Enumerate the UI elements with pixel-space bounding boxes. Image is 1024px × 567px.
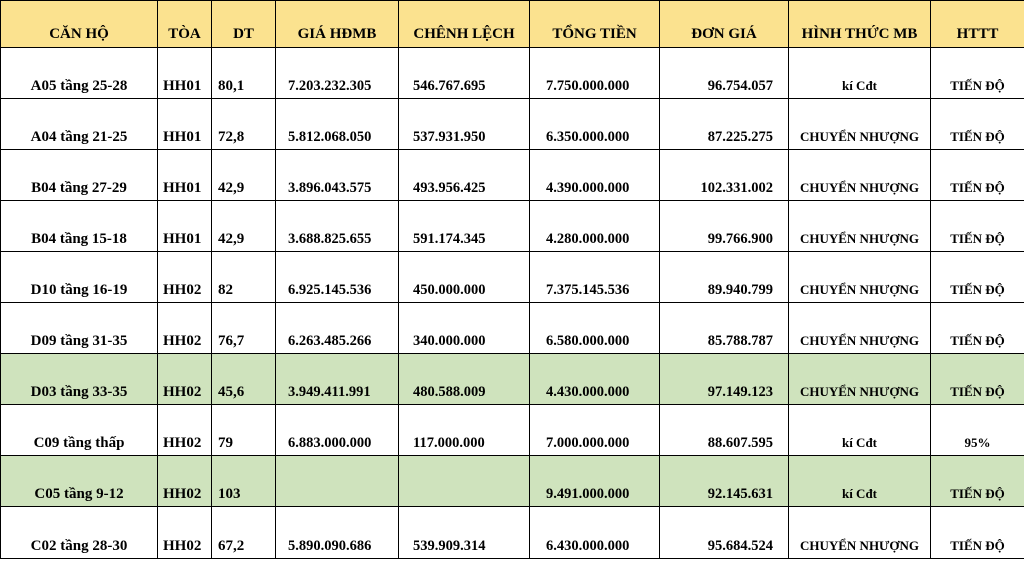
cell-httt: TIẾN ĐỘ	[931, 507, 1024, 559]
header-dt: DT	[212, 1, 276, 48]
table-row	[1, 99, 1024, 150]
cell-dt: 79	[212, 405, 276, 456]
cell-gia-hdmb: 5.890.090.686	[276, 507, 399, 559]
cell-chenh-lech	[399, 456, 530, 507]
table-row	[1, 201, 1024, 252]
cell-chenh-lech: 591.174.345	[399, 201, 530, 252]
cell-chenh-lech: 493.956.425	[399, 150, 530, 201]
cell-gia-hdmb: 6.263.485.266	[276, 303, 399, 354]
cell-httt: TIẾN ĐỘ	[931, 252, 1024, 303]
header-don-gia: ĐƠN GIÁ	[660, 1, 789, 48]
cell-tong-tien: 6.580.000.000	[530, 303, 660, 354]
cell-httt: TIẾN ĐỘ	[931, 456, 1024, 507]
cell-chenh-lech: 450.000.000	[399, 252, 530, 303]
cell-don-gia: 89.940.799	[660, 252, 789, 303]
cell-tong-tien: 4.430.000.000	[530, 354, 660, 405]
cell-tong-tien: 9.491.000.000	[530, 456, 660, 507]
cell-dt: 76,7	[212, 303, 276, 354]
cell-don-gia: 85.788.787	[660, 303, 789, 354]
cell-tong-tien: 6.430.000.000	[530, 507, 660, 559]
header-row	[1, 1, 1024, 48]
cell-tong-tien: 7.375.145.536	[530, 252, 660, 303]
cell-can-ho: D09 tầng 31-35	[1, 303, 158, 354]
cell-tong-tien: 7.000.000.000	[530, 405, 660, 456]
cell-don-gia: 92.145.631	[660, 456, 789, 507]
cell-hinh-thuc-mb: CHUYỂN NHƯỢNG	[789, 507, 931, 559]
cell-dt: 67,2	[212, 507, 276, 559]
cell-toa: HH01	[158, 201, 212, 252]
cell-httt: 95%	[931, 405, 1024, 456]
cell-don-gia: 99.766.900	[660, 201, 789, 252]
cell-hinh-thuc-mb: CHUYỂN NHƯỢNG	[789, 252, 931, 303]
cell-gia-hdmb: 3.688.825.655	[276, 201, 399, 252]
cell-don-gia: 97.149.123	[660, 354, 789, 405]
cell-gia-hdmb: 3.896.043.575	[276, 150, 399, 201]
cell-can-ho: A05 tầng 25-28	[1, 48, 158, 99]
cell-don-gia: 95.684.524	[660, 507, 789, 559]
cell-tong-tien: 4.390.000.000	[530, 150, 660, 201]
cell-don-gia: 87.225.275	[660, 99, 789, 150]
table-row	[1, 303, 1024, 354]
table-row	[1, 48, 1024, 99]
header-can-ho: CĂN HỘ	[1, 1, 158, 48]
cell-httt: TIẾN ĐỘ	[931, 150, 1024, 201]
table-row	[1, 405, 1024, 456]
cell-dt: 72,8	[212, 99, 276, 150]
cell-can-ho: C02 tầng 28-30	[1, 507, 158, 559]
cell-hinh-thuc-mb: kí Cđt	[789, 456, 931, 507]
cell-chenh-lech: 537.931.950	[399, 99, 530, 150]
cell-can-ho: D03 tầng 33-35	[1, 354, 158, 405]
cell-tong-tien: 7.750.000.000	[530, 48, 660, 99]
cell-can-ho: B04 tầng 15-18	[1, 201, 158, 252]
cell-can-ho: C05 tầng 9-12	[1, 456, 158, 507]
cell-don-gia: 88.607.595	[660, 405, 789, 456]
table-row	[1, 252, 1024, 303]
table-row	[1, 507, 1024, 559]
cell-toa: HH01	[158, 99, 212, 150]
table-row	[1, 354, 1024, 405]
cell-httt: TIẾN ĐỘ	[931, 48, 1024, 99]
cell-tong-tien: 6.350.000.000	[530, 99, 660, 150]
cell-toa: HH02	[158, 303, 212, 354]
cell-toa: HH02	[158, 252, 212, 303]
cell-httt: TIẾN ĐỘ	[931, 303, 1024, 354]
cell-can-ho: C09 tầng thấp	[1, 405, 158, 456]
table-row	[1, 150, 1024, 201]
header-gia-hdmb: GIÁ HĐMB	[276, 1, 399, 48]
cell-toa: HH02	[158, 354, 212, 405]
cell-toa: HH02	[158, 456, 212, 507]
cell-chenh-lech: 340.000.000	[399, 303, 530, 354]
cell-httt: TIẾN ĐỘ	[931, 354, 1024, 405]
header-tong-tien: TỔNG TIỀN	[530, 1, 660, 48]
cell-tong-tien: 4.280.000.000	[530, 201, 660, 252]
cell-chenh-lech: 480.588.009	[399, 354, 530, 405]
cell-hinh-thuc-mb: kí Cđt	[789, 405, 931, 456]
cell-gia-hdmb: 6.883.000.000	[276, 405, 399, 456]
cell-gia-hdmb: 5.812.068.050	[276, 99, 399, 150]
header-hinh-thuc-mb: HÌNH THỨC MB	[789, 1, 931, 48]
cell-hinh-thuc-mb: CHUYỂN NHƯỢNG	[789, 150, 931, 201]
cell-hinh-thuc-mb: kí Cđt	[789, 48, 931, 99]
cell-gia-hdmb	[276, 456, 399, 507]
table-body	[1, 48, 1024, 559]
cell-dt: 42,9	[212, 201, 276, 252]
cell-toa: HH01	[158, 48, 212, 99]
table-row	[1, 456, 1024, 507]
cell-dt: 45,6	[212, 354, 276, 405]
cell-dt: 80,1	[212, 48, 276, 99]
cell-dt: 82	[212, 252, 276, 303]
cell-gia-hdmb: 6.925.145.536	[276, 252, 399, 303]
cell-chenh-lech: 117.000.000	[399, 405, 530, 456]
cell-can-ho: A04 tầng 21-25	[1, 99, 158, 150]
cell-dt: 103	[212, 456, 276, 507]
cell-hinh-thuc-mb: CHUYỂN NHƯỢNG	[789, 354, 931, 405]
cell-toa: HH02	[158, 507, 212, 559]
cell-httt: TIẾN ĐỘ	[931, 99, 1024, 150]
cell-hinh-thuc-mb: CHUYỂN NHƯỢNG	[789, 303, 931, 354]
header-toa: TÒA	[158, 1, 212, 48]
cell-chenh-lech: 539.909.314	[399, 507, 530, 559]
cell-chenh-lech: 546.767.695	[399, 48, 530, 99]
cell-gia-hdmb: 7.203.232.305	[276, 48, 399, 99]
cell-can-ho: D10 tầng 16-19	[1, 252, 158, 303]
cell-gia-hdmb: 3.949.411.991	[276, 354, 399, 405]
cell-hinh-thuc-mb: CHUYỂN NHƯỢNG	[789, 99, 931, 150]
cell-httt: TIẾN ĐỘ	[931, 201, 1024, 252]
header-chenh-lech: CHÊNH LỆCH	[399, 1, 530, 48]
cell-don-gia: 96.754.057	[660, 48, 789, 99]
cell-can-ho: B04 tầng 27-29	[1, 150, 158, 201]
cell-don-gia: 102.331.002	[660, 150, 789, 201]
cell-hinh-thuc-mb: CHUYỂN NHƯỢNG	[789, 201, 931, 252]
cell-toa: HH01	[158, 150, 212, 201]
cell-dt: 42,9	[212, 150, 276, 201]
header-httt: HTTT	[931, 1, 1024, 48]
cell-toa: HH02	[158, 405, 212, 456]
